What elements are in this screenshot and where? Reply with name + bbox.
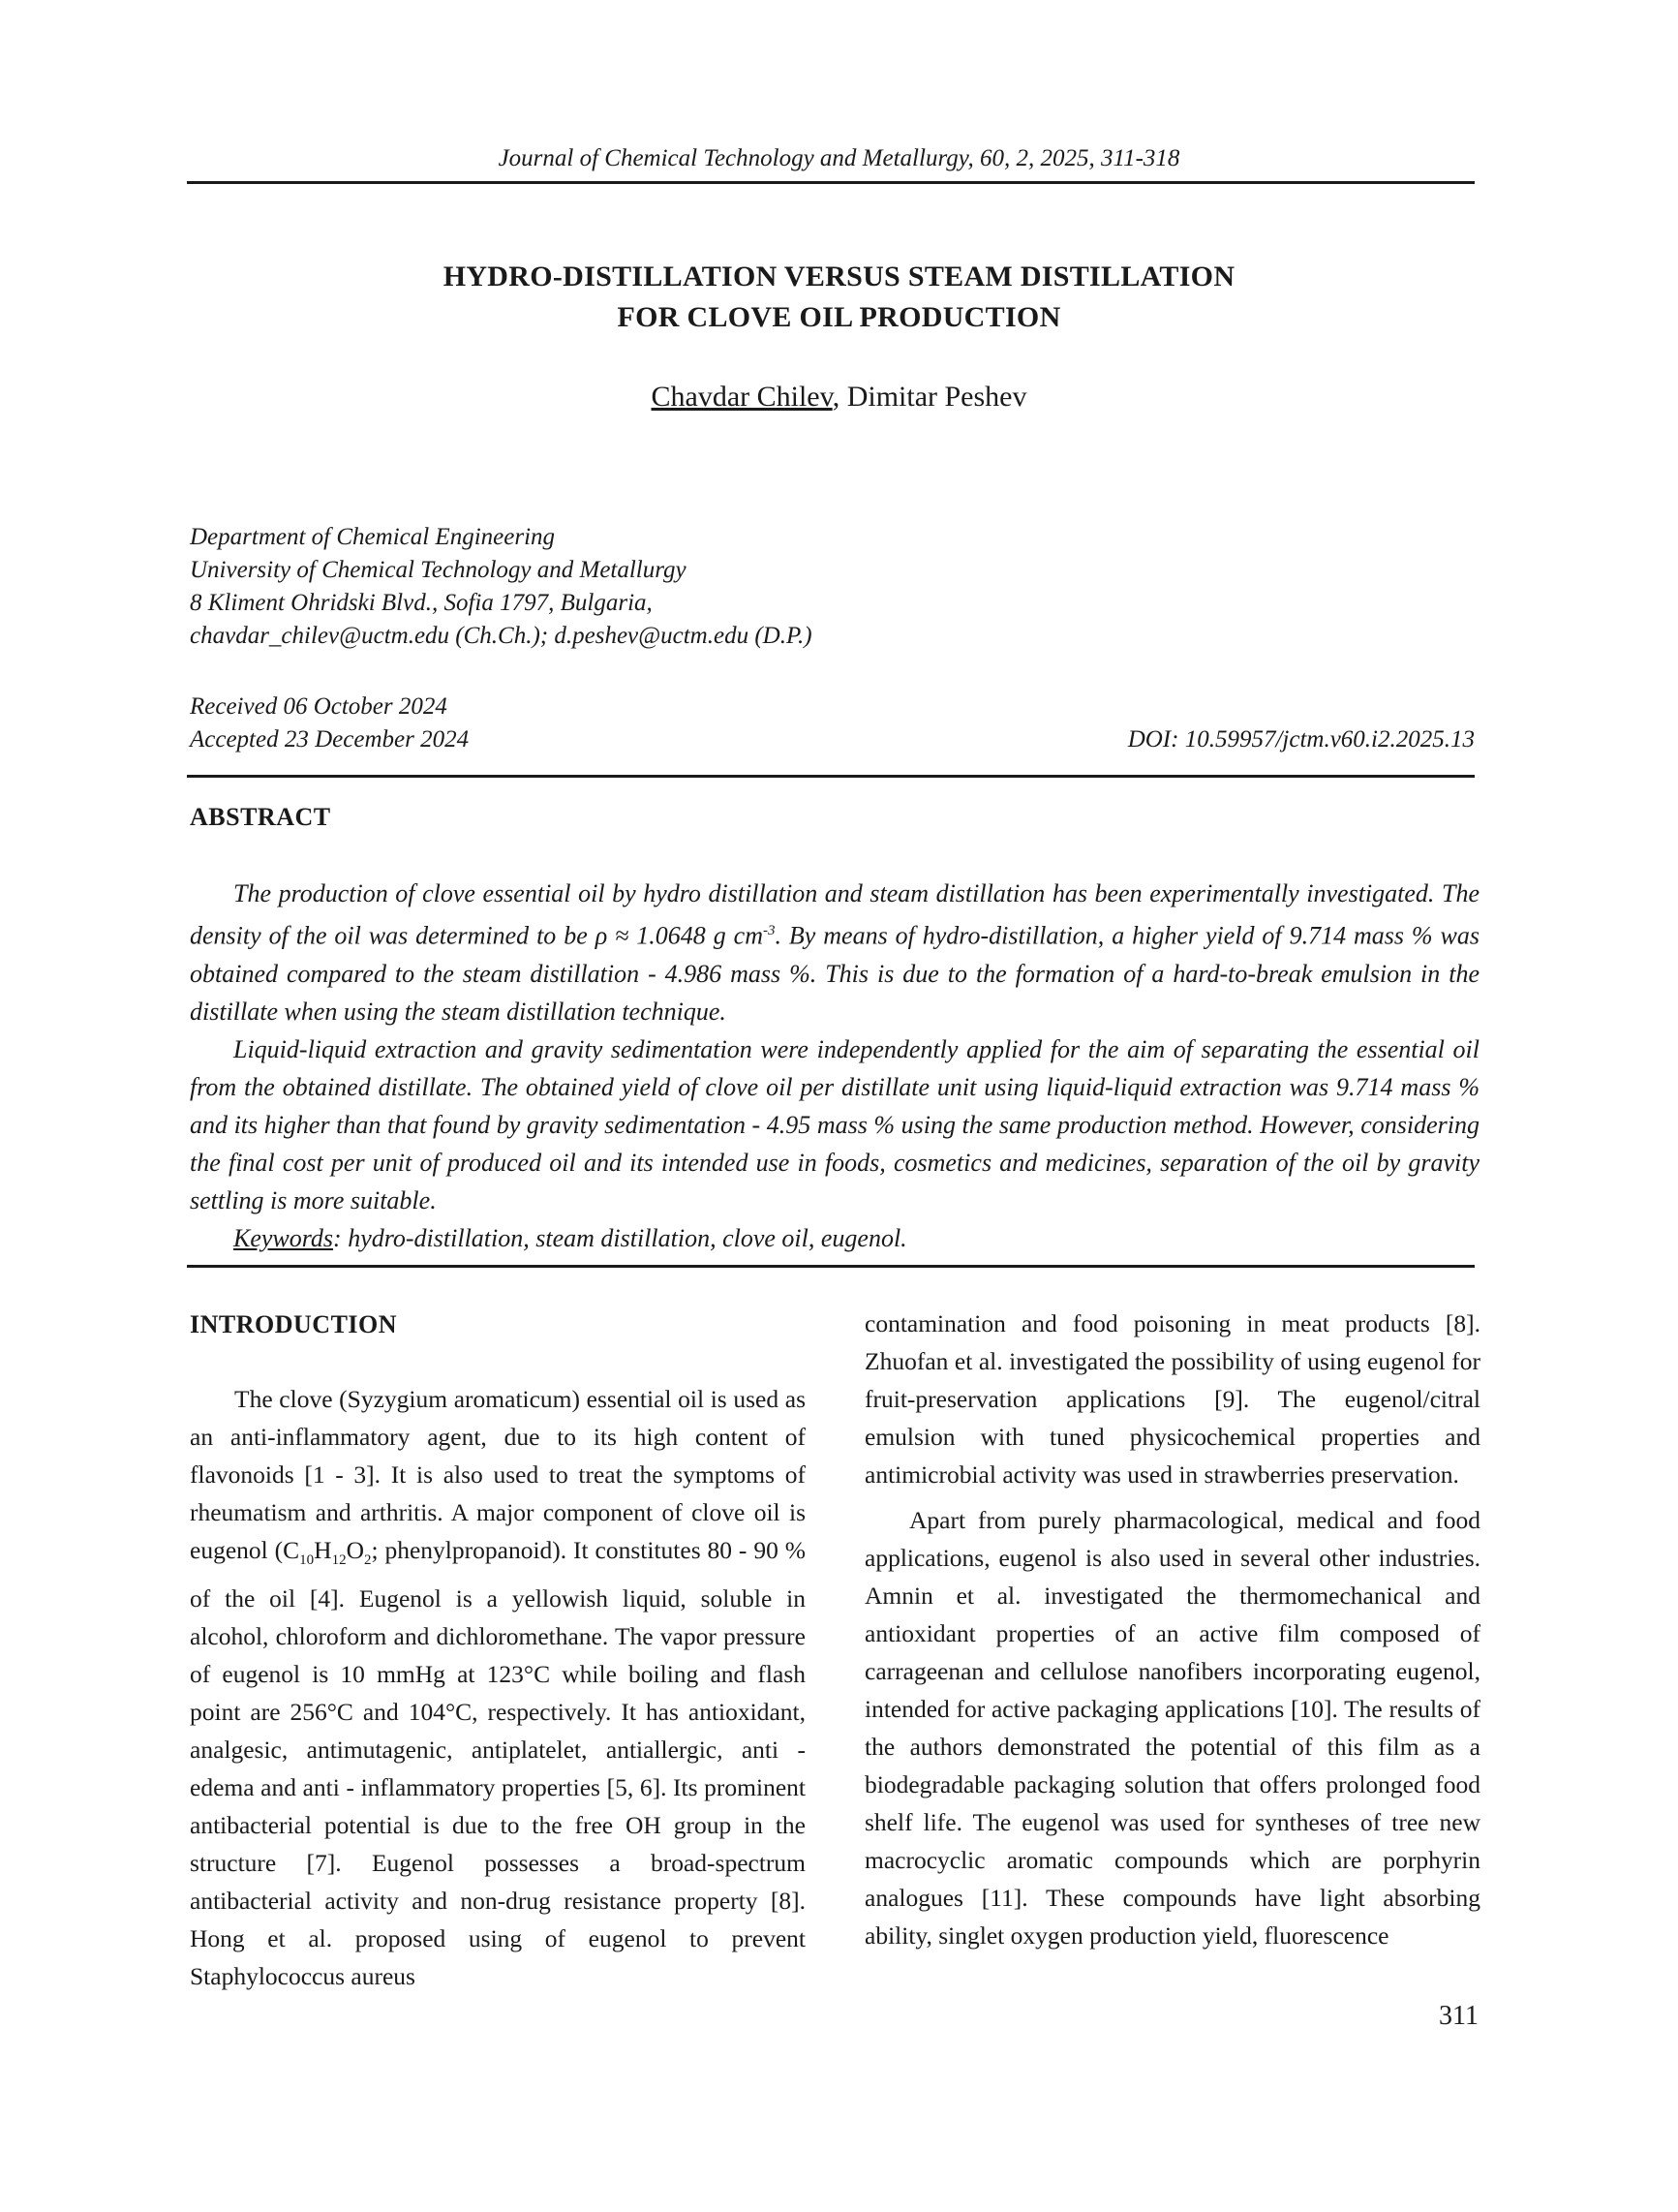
accepted-date: Accepted 23 December 2024 (190, 726, 470, 753)
received-date: Received 06 October 2024 (190, 693, 447, 720)
dates-block (190, 691, 469, 756)
doi[interactable]: DOI: 10.59957/jctm.v60.i2.2025.13 (1127, 726, 1475, 753)
affiliation-address: 8 Kliment Ohridski Blvd., Sofia 1797, Bulgaria, (190, 590, 653, 616)
introduction-heading: INTRODUCTION (190, 1310, 398, 1338)
author-peshev: Dimitar Peshev (846, 381, 1027, 413)
page-number: 311 (1439, 2001, 1479, 2031)
title-line-2: FOR CLOVE OIL PRODUCTION (617, 301, 1061, 333)
abstract-paragraph-2: Liquid-liquid extraction and gravity sedimentation were independently applied for the aim of separating the essential oil from the obtained distillate. The obtained yield of clove oil per distillate unit using liquid-liquid extraction was 9.714 mass % and its higher than that found by gravity sedimentation - 4.95 mass % using the same production method. However, considering the final cost per unit of produced oil and its intended use in foods, cosmetics and medicines, separation of the oil by gravity settling is more suitable. (190, 1034, 1480, 1214)
intro-column-right (865, 1305, 1480, 1954)
abstract-heading: ABSTRACT (190, 803, 331, 831)
author-separator: , (832, 381, 847, 413)
keywords (190, 1219, 1480, 1257)
article-title (0, 257, 1678, 338)
abstract-bottom-rule (187, 1265, 1475, 1268)
intro-paragraph-2: Apart from purely pharmacological, medical and food applications, eugenol is also used in several other industries. Amnin et al. investigated the thermomechanical and antioxidant properties of an active film composed of carrageenan and cellulose nanofibers incorporating eugenol, intended for active packaging applications [10]. The results of the authors demonstrated the potential of this film as a biodegradable packaging solution that offers prolonged food shelf life. The eugenol was used for syntheses of tree new macrocyclic aromatic compounds which are porphyrin analogues [11]. These compounds have light absorbing ability, singlet oxygen production yield, fluorescence (865, 1506, 1480, 1950)
journal-header: Journal of Chemical Technology and Metallurgy, 60, 2, 2025, 311-318 (498, 145, 1180, 171)
affiliation-block (190, 521, 812, 653)
abstract-paragraph-1: The production of clove essential oil by hydro distillation and steam distillation has been experimentally investigated. The density of the oil was determined to be ρ ≈ 1.0648 g $cm^{-3}$. By means of hydro-distillation, a higher yield of 9.714 mass % was obtained compared to the steam distillation - 4.986 mass %. This is due to the formation of a hard-to-break emulsion in the distillate when using the steam distillation technique. (190, 879, 1480, 1026)
keywords-text: : hydro-distillation, steam distillation, clove oil, eugenol. (333, 1223, 907, 1252)
author-list (0, 381, 1678, 414)
affiliation-department: Department of Chemical Engineering (190, 524, 556, 550)
abstract-body (190, 875, 1480, 1257)
header-rule (187, 181, 1475, 184)
intro-paragraph-1: The clove (Syzygium aromaticum) essential oil is used as an anti-inflammatory agent, due to its high content of flavonoids [1 - 3]. It is also used to treat the symptoms of rheumatism and arthritis. A major component of clove oil is eugenol ($C_{10}H_{12}O_2$; phenylpropanoid). It constitutes 80 - 90 % of the oil [4]. Eugenol is a yellowish liquid, soluble in alcohol, chloroform and dichloromethane. The vapor pressure of eugenol is 10 mmHg at 123°C while boiling and flash point are 256°C and 104°C, respectively. It has antioxidant, analgesic, antimutagenic, antiplatelet, antiallergic, anti - edema and anti - inflammatory properties [5, 6]. Its prominent antibacterial potential is due to the free OH group in the structure [7]. Eugenol possesses a broad-spectrum antibacterial activity and non-drug resistance property [8]. Hong et al. proposed using of eugenol to prevent Staphylococcus aureus (190, 1385, 806, 1991)
intro-column-left (190, 1380, 806, 1995)
keywords-label: Keywords (233, 1223, 334, 1252)
author-chilev[interactable]: Chavdar Chilev (651, 381, 833, 413)
affiliation-university: University of Chemical Technology and Metallurgy (190, 557, 686, 583)
title-line-1: HYDRO-DISTILLATION VERSUS STEAM DISTILLATION (442, 261, 1236, 292)
intro-paragraph-continued: contamination and food poisoning in meat products [8]. Zhuofan et al. investigated the possibility of using eugenol for fruit-preservation applications [9]. The eugenol/citral emulsion with tuned physicochemical properties and antimicrobial activity was used in strawberries preservation. (865, 1309, 1480, 1489)
abstract-top-rule (187, 775, 1475, 778)
affiliation-emails: chavdar_chilev@uctm.edu (Ch.Ch.); d.peshev@uctm.edu (D.P.) (190, 623, 812, 649)
